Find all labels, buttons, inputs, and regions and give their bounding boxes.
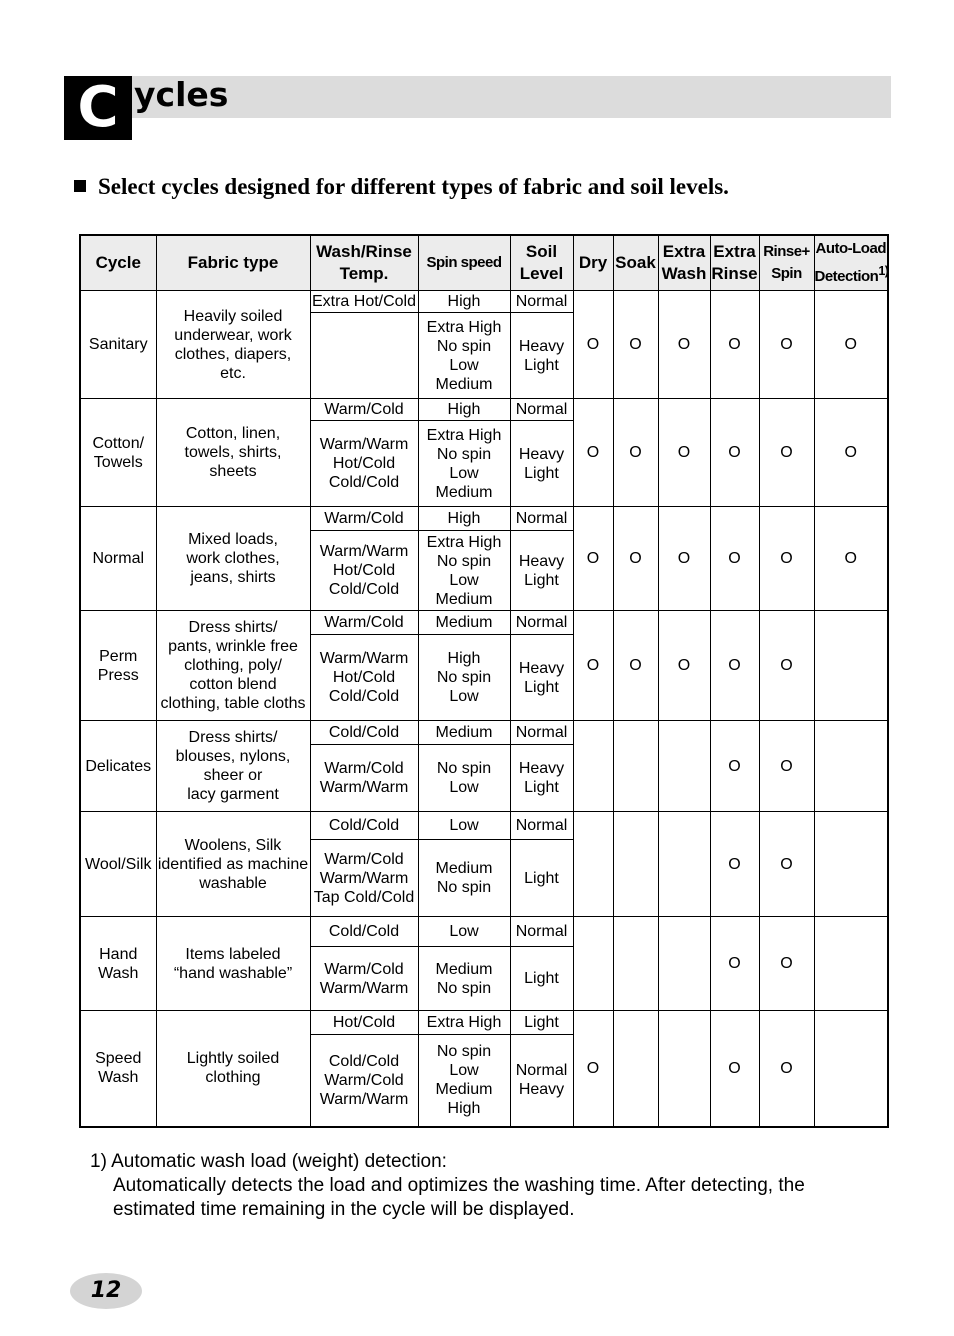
table-row: [80, 1011, 888, 1035]
option-rinse-spin: O: [759, 721, 814, 812]
table-row: [80, 721, 888, 745]
option-rinse-spin: O: [759, 399, 814, 507]
table-row: [80, 399, 888, 421]
option-auto-load: O: [814, 291, 888, 399]
option-extra-wash: [658, 917, 710, 1011]
option-auto-load: O: [814, 399, 888, 507]
option-extra-wash: [658, 812, 710, 917]
other-spins: Medium No spin: [418, 947, 510, 1011]
option-auto-load: [814, 611, 888, 721]
other-temps: Cold/Cold Warm/Cold Warm/Warm: [310, 1035, 418, 1127]
footnote-body: Automatically detects the load and optimizes the washing time. After detecting, the estimated time remaining in the cycle will be displayed.: [113, 1175, 805, 1220]
option-auto-load: [814, 721, 888, 812]
option-rinse-spin: O: [759, 507, 814, 611]
option-dry: O: [573, 399, 613, 507]
header-initial-letter: C: [64, 76, 132, 140]
default-spin: Medium: [418, 721, 510, 745]
default-soil: Normal: [510, 399, 573, 421]
option-extra-rinse: O: [710, 917, 759, 1011]
default-temp: Warm/Cold: [310, 507, 418, 531]
fabric-type: Dress shirts/ pants, wrinkle free clothing, poly/ cotton blend clothing, table cloths: [156, 611, 310, 721]
default-spin: High: [418, 291, 510, 313]
table-row: [80, 812, 888, 840]
header-spin-speed: Spin speed: [418, 235, 510, 291]
default-soil: Normal: [510, 507, 573, 531]
option-soak: O: [613, 291, 658, 399]
header-extra-wash: Extra Wash: [658, 235, 710, 291]
default-temp: Extra Hot/Cold: [310, 291, 418, 313]
option-rinse-spin: O: [759, 611, 814, 721]
option-soak: O: [613, 399, 658, 507]
header-title: ycles: [134, 75, 229, 114]
option-extra-rinse: O: [710, 812, 759, 917]
cycle-name: Perm Press: [80, 611, 156, 721]
option-dry: O: [573, 611, 613, 721]
option-soak: [613, 1011, 658, 1127]
default-temp: Cold/Cold: [310, 812, 418, 840]
option-extra-rinse: O: [710, 291, 759, 399]
cycle-name: Wool/Silk: [80, 812, 156, 917]
table-row: [80, 507, 888, 531]
other-soils: Heavy Light: [510, 635, 573, 721]
default-temp: Hot/Cold: [310, 1011, 418, 1035]
cycle-name: Hand Wash: [80, 917, 156, 1011]
cycles-table: [79, 234, 889, 1128]
default-spin: Extra High: [418, 1011, 510, 1035]
header-soil-level: Soil Level: [510, 235, 573, 291]
default-temp: Warm/Cold: [310, 611, 418, 635]
option-soak: O: [613, 611, 658, 721]
option-dry: [573, 917, 613, 1011]
option-soak: [613, 917, 658, 1011]
option-extra-wash: [658, 1011, 710, 1127]
subtitle-text: Select cycles designed for different types of fabric and soil levels.: [98, 174, 729, 199]
other-soils: Normal Heavy: [510, 1035, 573, 1127]
fabric-type: Lightly soiled clothing: [156, 1011, 310, 1127]
option-soak: [613, 812, 658, 917]
option-extra-wash: [658, 721, 710, 812]
page-number: 12: [90, 1278, 122, 1303]
option-auto-load: O: [814, 507, 888, 611]
option-auto-load: [814, 1011, 888, 1127]
other-temps: Warm/Warm Hot/Cold Cold/Cold: [310, 421, 418, 507]
header-extra-rinse: Extra Rinse: [710, 235, 759, 291]
default-temp: Cold/Cold: [310, 917, 418, 947]
other-temps: Warm/Warm Hot/Cold Cold/Cold: [310, 635, 418, 721]
option-rinse-spin: O: [759, 812, 814, 917]
option-extra-rinse: O: [710, 721, 759, 812]
option-extra-wash: O: [658, 399, 710, 507]
other-soils: Heavy Light: [510, 421, 573, 507]
option-dry: O: [573, 1011, 613, 1127]
other-temps: Warm/Cold Warm/Warm: [310, 947, 418, 1011]
other-soils: Heavy Light: [510, 531, 573, 611]
default-spin: High: [418, 399, 510, 421]
default-temp: Warm/Cold: [310, 399, 418, 421]
fabric-type: Heavily soiled underwear, work clothes, diapers, etc.: [156, 291, 310, 399]
option-dry: O: [573, 291, 613, 399]
other-spins: High No spin Low: [418, 635, 510, 721]
option-extra-rinse: O: [710, 611, 759, 721]
header-rinse-spin: Rinse+ Spin: [759, 235, 814, 291]
default-soil: Normal: [510, 291, 573, 313]
other-spins: Medium No spin: [418, 840, 510, 917]
subtitle: [74, 174, 729, 200]
header-cycle: Cycle: [80, 235, 156, 291]
fabric-type: Dress shirts/ blouses, nylons, sheer or lacy garment: [156, 721, 310, 812]
fabric-type: Cotton, linen, towels, shirts, sheets: [156, 399, 310, 507]
cycle-name: Delicates: [80, 721, 156, 812]
default-spin: Low: [418, 917, 510, 947]
default-spin: Low: [418, 812, 510, 840]
option-extra-wash: O: [658, 611, 710, 721]
other-soils: Heavy Light: [510, 313, 573, 399]
table-row: [80, 291, 888, 313]
other-temps: Warm/Cold Warm/Warm Tap Cold/Cold: [310, 840, 418, 917]
other-temps: [310, 313, 418, 399]
cycle-name: Speed Wash: [80, 1011, 156, 1127]
default-temp: Cold/Cold: [310, 721, 418, 745]
other-soils: Light: [510, 840, 573, 917]
square-bullet-icon: [74, 180, 86, 192]
default-soil: Light: [510, 1011, 573, 1035]
default-spin: High: [418, 507, 510, 531]
option-dry: [573, 812, 613, 917]
option-extra-wash: O: [658, 291, 710, 399]
default-soil: Normal: [510, 917, 573, 947]
other-temps: Warm/Cold Warm/Warm: [310, 745, 418, 812]
option-auto-load: [814, 812, 888, 917]
other-soils: Heavy Light: [510, 745, 573, 812]
header-wash-rinse-temp: Wash/Rinse Temp.: [310, 235, 418, 291]
header-fabric-type: Fabric type: [156, 235, 310, 291]
cycle-name: Normal: [80, 507, 156, 611]
option-dry: O: [573, 507, 613, 611]
page-number-badge: [70, 1273, 142, 1309]
table-row: [80, 611, 888, 635]
header-dry: Dry: [573, 235, 613, 291]
other-spins: Extra High No spin Low Medium: [418, 313, 510, 399]
footnote-title: 1) Automatic wash load (weight) detection:: [90, 1151, 447, 1172]
option-extra-wash: O: [658, 507, 710, 611]
option-soak: O: [613, 507, 658, 611]
option-auto-load: [814, 917, 888, 1011]
other-temps: Warm/Warm Hot/Cold Cold/Cold: [310, 531, 418, 611]
header-auto-load-label: Auto-Load Detection: [814, 240, 886, 285]
fabric-type: Mixed loads, work clothes, jeans, shirts: [156, 507, 310, 611]
table-row: [80, 917, 888, 947]
option-rinse-spin: O: [759, 291, 814, 399]
table-header-row: [80, 235, 888, 291]
option-dry: [573, 721, 613, 812]
other-spins: No spin Low: [418, 745, 510, 812]
default-soil: Normal: [510, 611, 573, 635]
default-soil: Normal: [510, 721, 573, 745]
default-spin: Medium: [418, 611, 510, 635]
option-extra-rinse: O: [710, 1011, 759, 1127]
footnote: [90, 1150, 890, 1222]
default-soil: Normal: [510, 812, 573, 840]
fabric-type: Items labeled “hand washable”: [156, 917, 310, 1011]
option-rinse-spin: O: [759, 917, 814, 1011]
option-extra-rinse: O: [710, 399, 759, 507]
other-soils: Light: [510, 947, 573, 1011]
fabric-type: Woolens, Silk identified as machine washable: [156, 812, 310, 917]
option-extra-rinse: O: [710, 507, 759, 611]
option-soak: [613, 721, 658, 812]
header-auto-load-detection: [814, 235, 888, 291]
cycle-name: Cotton/ Towels: [80, 399, 156, 507]
cycle-name: Sanitary: [80, 291, 156, 399]
header-soak: Soak: [613, 235, 658, 291]
other-spins: No spin Low Medium High: [418, 1035, 510, 1127]
other-spins: Extra High No spin Low Medium: [418, 531, 510, 611]
other-spins: Extra High No spin Low Medium: [418, 421, 510, 507]
option-rinse-spin: O: [759, 1011, 814, 1127]
header-auto-load-footnote-mark: 1): [878, 264, 889, 278]
